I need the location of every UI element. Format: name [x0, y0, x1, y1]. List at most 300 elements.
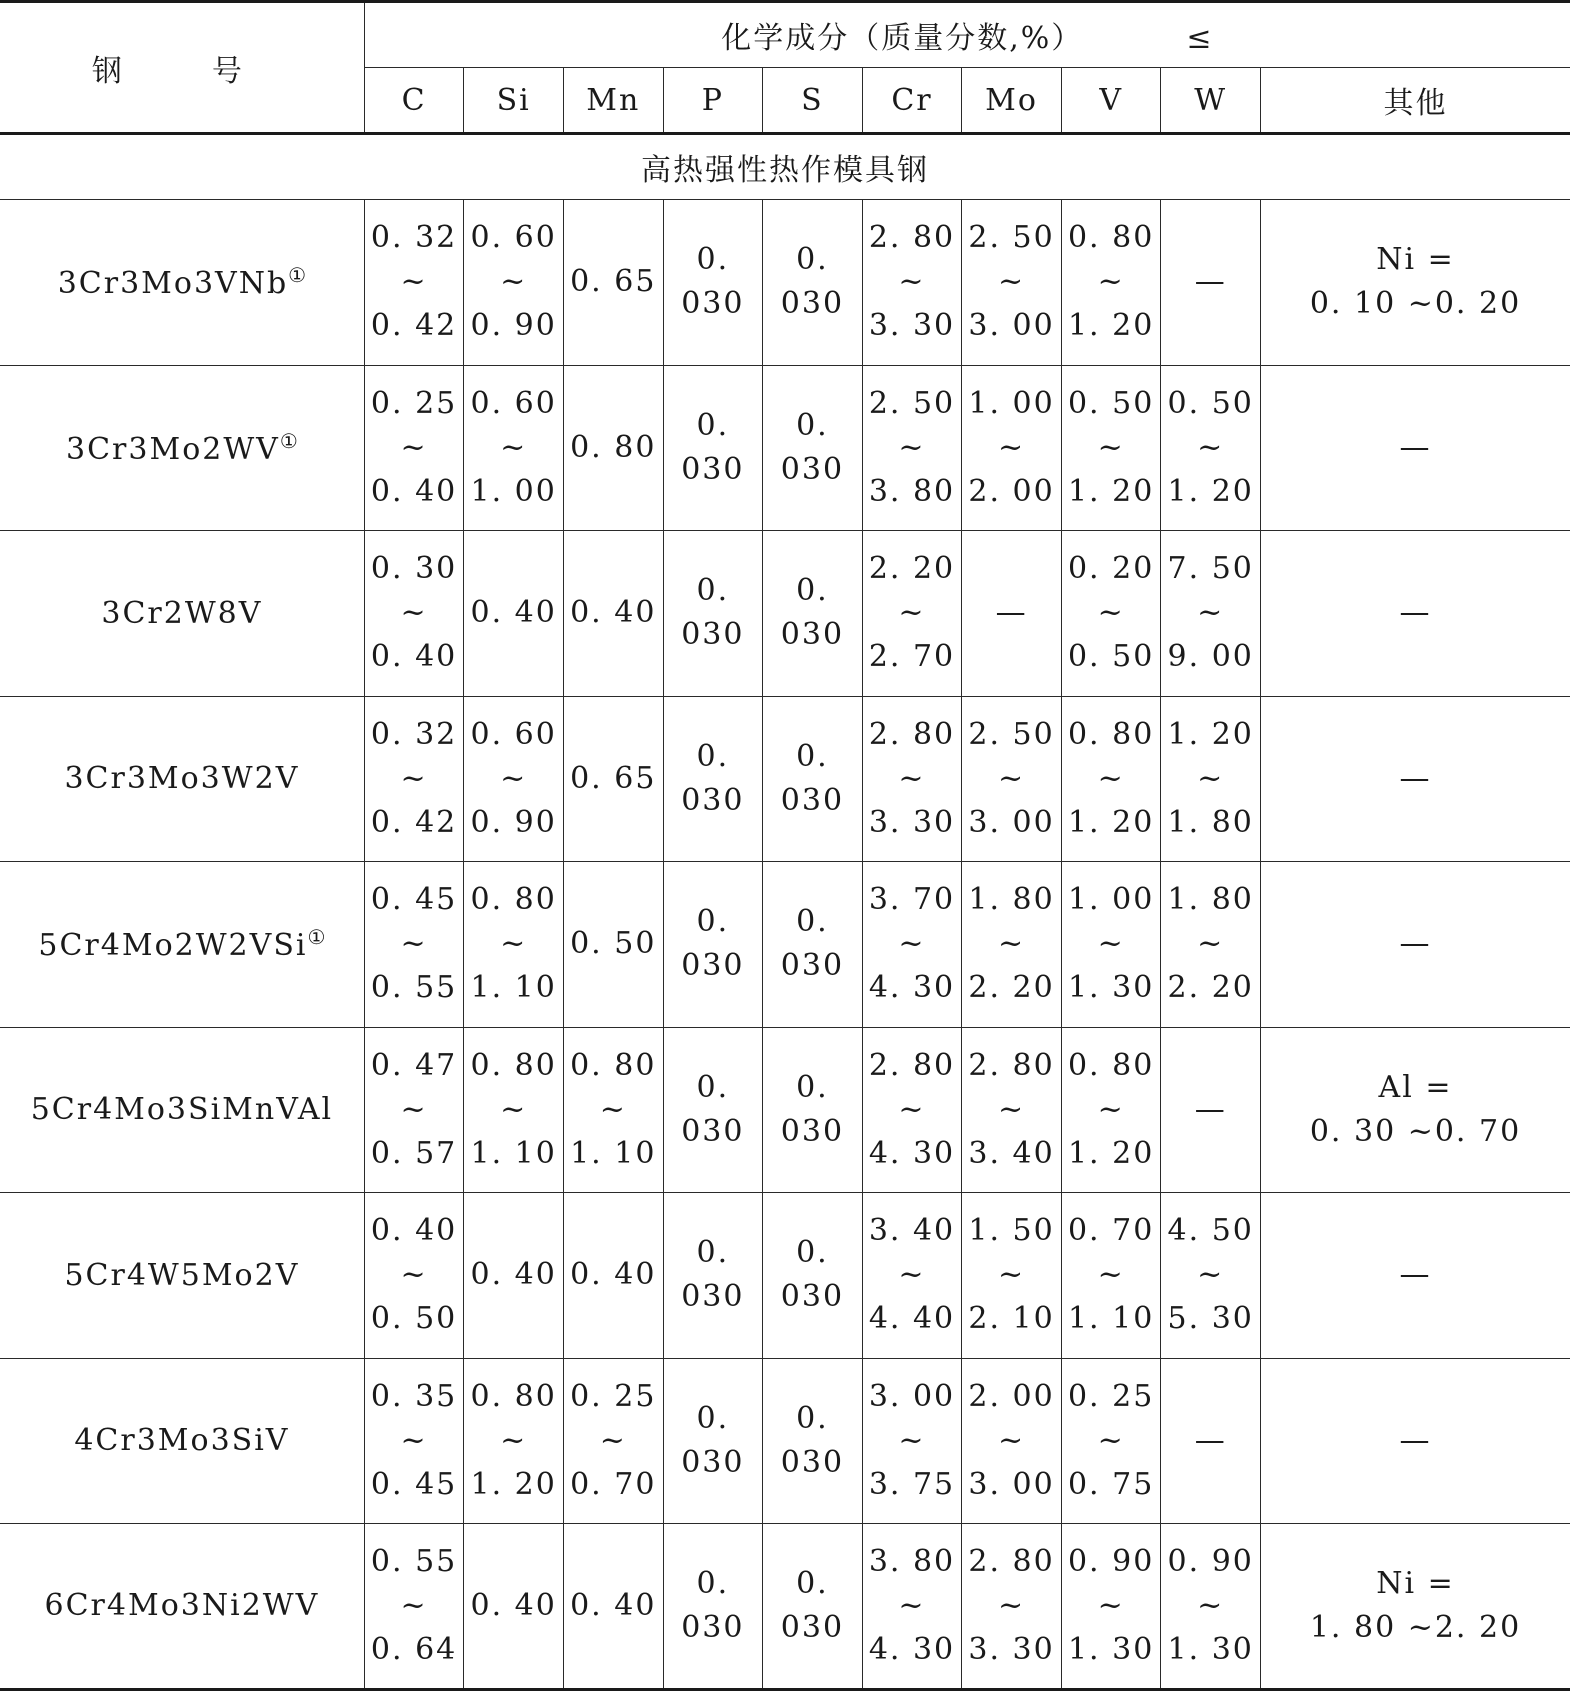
cell-mn [563, 200, 663, 366]
cell-p [663, 1193, 763, 1359]
cell-value: ~ [998, 1422, 1026, 1458]
cell-v [1061, 365, 1161, 531]
cell-value: ~ [500, 264, 528, 300]
cell-value: ~ [998, 1257, 1026, 1293]
cell-other [1261, 1358, 1570, 1524]
cell-value: 0. 60 [470, 716, 557, 752]
column-header-v: V [1061, 68, 1161, 134]
header-row-1 [0, 2, 1570, 68]
cell-value: Ni = [1376, 242, 1455, 278]
steel-grade-cell [0, 1027, 364, 1193]
section-title: 高热强性热作模具钢 [0, 134, 1570, 200]
cell-value: 1. 20 [1067, 1135, 1155, 1171]
cell-value: 0. 10 ~0. 20 [1309, 286, 1522, 322]
cell-s [763, 365, 863, 531]
column-header-mn: Mn [563, 68, 663, 134]
cell-value: 0. 40 [370, 639, 458, 675]
cell-value: 3. 80 [868, 473, 956, 509]
cell-value: ~ [1097, 264, 1125, 300]
cell-value: ~ [998, 264, 1026, 300]
cell-value: 4. 30 [868, 1631, 956, 1667]
cell-s [763, 1027, 863, 1193]
cell-value: ~ [1097, 1257, 1125, 1293]
cell-value: ~ [1097, 926, 1125, 962]
cell-value: ~ [400, 1091, 428, 1127]
cell-value: 0. 030 [681, 738, 745, 818]
cell-value: 2. 80 [868, 716, 956, 752]
cell-cr [862, 862, 962, 1028]
max-symbol: ≤ [1186, 21, 1214, 56]
cell-value: 0. 64 [370, 1631, 458, 1667]
cell-value: 0. 030 [681, 1400, 745, 1480]
cell-mn [563, 1027, 663, 1193]
cell-value: 0. 57 [370, 1135, 458, 1171]
cell-value: 0. 70 [570, 1466, 657, 1502]
cell-cr [862, 696, 962, 862]
column-header-mo: Mo [962, 68, 1062, 134]
cell-value: 0. 32 [370, 716, 458, 752]
cell-value: ~ [500, 926, 528, 962]
cell-value: ~ [998, 760, 1026, 796]
cell-value: ~ [599, 1091, 627, 1127]
cell-value: 0. 030 [780, 738, 845, 818]
grade-header: 钢 号 [0, 2, 364, 134]
steel-grade-cell [0, 200, 364, 366]
cell-p [663, 1027, 763, 1193]
cell-v [1061, 531, 1161, 697]
cell-value: ~ [1197, 926, 1225, 962]
cell-value: 0. 030 [681, 242, 745, 322]
cell-value: 4. 40 [868, 1301, 956, 1337]
cell-value: 0. 80 [470, 1378, 557, 1414]
table-row [0, 1027, 1570, 1193]
cell-value: 9. 00 [1167, 639, 1254, 675]
composition-header [364, 2, 1570, 68]
cell-mn [563, 862, 663, 1028]
cell-v [1061, 1524, 1161, 1690]
table-row [0, 200, 1570, 366]
cell-value: 0. 50 [1167, 385, 1254, 421]
cell-value: 0. 90 [1167, 1543, 1254, 1579]
cell-value: ~ [898, 760, 926, 796]
cell-value: ~ [898, 429, 926, 465]
cell-value: Ni = [1376, 1565, 1455, 1601]
cell-value: 0. 20 [1067, 551, 1155, 587]
cell-value: ~ [998, 1091, 1026, 1127]
cell-value: 1. 10 [470, 1135, 557, 1171]
steel-grade: 4Cr3Mo3SiV [74, 1423, 290, 1459]
cell-s [763, 1358, 863, 1524]
steel-grade: 5Cr4W5Mo2V [64, 1257, 300, 1293]
cell-value: 2. 00 [968, 1378, 1055, 1414]
steel-grade-cell [0, 1193, 364, 1359]
table-row [0, 365, 1570, 531]
cell-w [1161, 200, 1261, 366]
cell-value: 1. 20 [1067, 473, 1155, 509]
cell-value: 0. 030 [681, 407, 745, 487]
column-header-cr: Cr [862, 68, 962, 134]
cell-value: ~ [998, 429, 1026, 465]
cell-value: 3. 80 [868, 1543, 956, 1579]
steel-grade-cell [0, 696, 364, 862]
cell-c [364, 1358, 464, 1524]
cell-value: 1. 80 ~2. 20 [1309, 1609, 1522, 1645]
cell-value: Al = [1378, 1069, 1453, 1105]
cell-value: 1. 20 [1167, 716, 1254, 752]
cell-value: 0. 50 [1067, 639, 1155, 675]
cell-value: ~ [898, 595, 926, 631]
cell-value: 1. 10 [570, 1135, 657, 1171]
cell-value: ~ [400, 1422, 428, 1458]
cell-c [364, 1193, 464, 1359]
cell-value: 2. 50 [968, 716, 1055, 752]
cell-c [364, 696, 464, 862]
cell-value: 0. 90 [1067, 1543, 1155, 1579]
cell-value: 1. 80 [1167, 804, 1254, 840]
section-row [0, 134, 1570, 200]
cell-w [1161, 1193, 1261, 1359]
cell-value: ~ [400, 926, 428, 962]
cell-value: 0. 030 [780, 1565, 845, 1645]
cell-mo [962, 1027, 1062, 1193]
cell-value: ~ [400, 1257, 428, 1293]
cell-p [663, 200, 763, 366]
cell-mo [962, 1524, 1062, 1690]
cell-other [1261, 1193, 1570, 1359]
cell-other [1261, 200, 1570, 366]
cell-value: ~ [998, 1587, 1026, 1623]
cell-value: 2. 20 [868, 551, 956, 587]
cell-mn [563, 1193, 663, 1359]
cell-value: 2. 20 [1167, 970, 1254, 1006]
cell-c [364, 1027, 464, 1193]
cell-value: 0. 030 [780, 904, 845, 984]
footnote-marker: ① [307, 925, 326, 950]
cell-value: 0. 25 [1067, 1378, 1155, 1414]
cell-value: 0. 25 [370, 385, 458, 421]
cell-mo [962, 1193, 1062, 1359]
cell-cr [862, 365, 962, 531]
cell-value: 0. 40 [570, 1587, 657, 1623]
cell-value: 0. 80 [1067, 716, 1155, 752]
cell-value: 1. 30 [1167, 1631, 1254, 1667]
cell-p [663, 1524, 763, 1690]
cell-value: 1. 00 [1067, 882, 1155, 918]
cell-value: 2. 80 [868, 1047, 956, 1083]
cell-value: 1. 00 [968, 385, 1055, 421]
cell-value: — [1194, 264, 1227, 300]
cell-s [763, 1524, 863, 1690]
cell-value: ~ [898, 1257, 926, 1293]
table-row [0, 531, 1570, 697]
table-row [0, 1193, 1570, 1359]
cell-value: ~ [1197, 595, 1225, 631]
cell-other [1261, 365, 1570, 531]
column-header-c: C [364, 68, 464, 134]
cell-value: 1. 00 [470, 473, 557, 509]
cell-value: 0. 40 [470, 1587, 557, 1623]
cell-value: 0. 030 [780, 1235, 845, 1315]
cell-value: 1. 30 [1067, 970, 1155, 1006]
cell-value: ~ [1097, 1422, 1125, 1458]
cell-si [464, 862, 564, 1028]
cell-value: 1. 10 [1067, 1301, 1155, 1337]
cell-cr [862, 1193, 962, 1359]
cell-w [1161, 696, 1261, 862]
cell-value: ~ [1097, 595, 1125, 631]
cell-value: 0. 030 [681, 1565, 745, 1645]
cell-value: 3. 30 [868, 804, 956, 840]
cell-value: 3. 00 [968, 308, 1055, 344]
cell-value: 0. 65 [570, 264, 657, 300]
cell-value: 3. 30 [968, 1631, 1055, 1667]
cell-value: ~ [500, 429, 528, 465]
cell-value: 1. 20 [1167, 473, 1254, 509]
cell-value: — [1194, 1422, 1227, 1458]
cell-value: 0. 45 [370, 1466, 458, 1502]
cell-p [663, 696, 763, 862]
cell-value: 0. 030 [681, 573, 745, 653]
cell-value: 0. 030 [681, 904, 745, 984]
cell-value: 0. 80 [1067, 1047, 1155, 1083]
cell-value: 1. 80 [1167, 882, 1254, 918]
cell-value: 0. 030 [780, 407, 845, 487]
cell-value: 0. 30 ~0. 70 [1309, 1113, 1522, 1149]
cell-value: 1. 50 [968, 1213, 1055, 1249]
cell-cr [862, 1524, 962, 1690]
steel-grade: 3Cr3Mo2WV [66, 431, 280, 467]
cell-v [1061, 1193, 1161, 1359]
cell-value: 3. 75 [868, 1466, 956, 1502]
cell-value: 2. 20 [968, 970, 1055, 1006]
cell-value: 2. 50 [968, 220, 1055, 256]
cell-value: 0. 42 [370, 308, 458, 344]
composition-header-label: 化学成分（质量分数,%） [721, 21, 1084, 56]
cell-w [1161, 1358, 1261, 1524]
column-header-p: P [663, 68, 763, 134]
cell-cr [862, 1358, 962, 1524]
cell-other [1261, 696, 1570, 862]
cell-value: — [1399, 429, 1432, 465]
cell-other [1261, 1027, 1570, 1193]
column-header-other: 其他 [1261, 68, 1570, 134]
cell-value: 0. 80 [470, 1047, 557, 1083]
cell-mo [962, 1358, 1062, 1524]
cell-value: — [1399, 926, 1432, 962]
cell-value: ~ [500, 760, 528, 796]
cell-value: 0. 40 [470, 1257, 557, 1293]
cell-value: 0. 25 [570, 1378, 657, 1414]
steel-grade: 3Cr2W8V [101, 595, 263, 631]
cell-other [1261, 862, 1570, 1028]
cell-value: — [1194, 1091, 1227, 1127]
footnote-marker: ① [288, 263, 307, 288]
cell-value: ~ [898, 1587, 926, 1623]
cell-s [763, 862, 863, 1028]
cell-si [464, 1193, 564, 1359]
cell-value: 0. 030 [681, 1235, 745, 1315]
cell-si [464, 531, 564, 697]
cell-p [663, 365, 763, 531]
cell-value: 5. 30 [1167, 1301, 1254, 1337]
cell-value: ~ [500, 1422, 528, 1458]
column-header-s: S [763, 68, 863, 134]
cell-value: 0. 80 [1067, 220, 1155, 256]
steel-grade: 3Cr3Mo3W2V [64, 761, 300, 797]
table-body [0, 134, 1570, 1690]
cell-value: 0. 40 [470, 595, 557, 631]
cell-value: ~ [599, 1422, 627, 1458]
cell-value: 0. 80 [570, 1047, 657, 1083]
cell-value: 3. 40 [968, 1135, 1055, 1171]
cell-value: 0. 40 [570, 595, 657, 631]
steel-grade-cell [0, 531, 364, 697]
cell-value: ~ [898, 1091, 926, 1127]
cell-value: 0. 50 [1067, 385, 1155, 421]
cell-value: 0. 030 [780, 1400, 845, 1480]
cell-other [1261, 531, 1570, 697]
cell-value: 2. 80 [968, 1047, 1055, 1083]
cell-value: 2. 70 [868, 639, 956, 675]
cell-value: 0. 40 [570, 1257, 657, 1293]
cell-other [1261, 1524, 1570, 1690]
cell-value: — [1399, 595, 1432, 631]
cell-value: 0. 030 [780, 242, 845, 322]
cell-value: 0. 32 [370, 220, 458, 256]
cell-value: ~ [1197, 429, 1225, 465]
cell-s [763, 531, 863, 697]
cell-value: 2. 80 [968, 1543, 1055, 1579]
cell-s [763, 696, 863, 862]
cell-p [663, 862, 763, 1028]
cell-s [763, 1193, 863, 1359]
cell-value: ~ [400, 760, 428, 796]
cell-si [464, 696, 564, 862]
cell-value: 4. 30 [868, 1135, 956, 1171]
cell-c [364, 365, 464, 531]
cell-value: ~ [400, 264, 428, 300]
cell-value: ~ [898, 264, 926, 300]
cell-value: ~ [1097, 1091, 1125, 1127]
cell-value: ~ [1097, 429, 1125, 465]
cell-value: 1. 80 [968, 882, 1055, 918]
cell-mo [962, 862, 1062, 1028]
cell-value: ~ [1197, 1257, 1225, 1293]
footnote-marker: ① [279, 428, 298, 453]
cell-cr [862, 1027, 962, 1193]
cell-value: ~ [898, 926, 926, 962]
steel-grade-cell [0, 365, 364, 531]
cell-value: ~ [1097, 1587, 1125, 1623]
cell-s [763, 200, 863, 366]
cell-si [464, 1358, 564, 1524]
steel-grade: 5Cr4Mo3SiMnVAl [30, 1092, 334, 1128]
cell-value: 0. 30 [370, 551, 458, 587]
cell-v [1061, 862, 1161, 1028]
cell-v [1061, 696, 1161, 862]
cell-value: 1. 20 [470, 1466, 557, 1502]
cell-value: 2. 00 [968, 473, 1055, 509]
cell-value: 1. 30 [1067, 1631, 1155, 1667]
cell-value: 2. 50 [868, 385, 956, 421]
cell-w [1161, 862, 1261, 1028]
cell-v [1061, 1027, 1161, 1193]
cell-mn [563, 696, 663, 862]
cell-si [464, 1027, 564, 1193]
cell-mn [563, 531, 663, 697]
cell-value: 3. 30 [868, 308, 956, 344]
cell-cr [862, 200, 962, 366]
cell-value: 0. 60 [470, 220, 557, 256]
cell-value: 0. 80 [570, 429, 657, 465]
cell-value: 0. 030 [780, 573, 845, 653]
cell-mn [563, 365, 663, 531]
cell-value: 7. 50 [1167, 551, 1254, 587]
cell-value: 0. 75 [1067, 1466, 1155, 1502]
cell-value: 3. 00 [868, 1378, 956, 1414]
column-header-w: W [1161, 68, 1261, 134]
steel-grade-cell [0, 862, 364, 1028]
cell-mn [563, 1524, 663, 1690]
cell-value: — [1399, 1422, 1432, 1458]
cell-value: 0. 45 [370, 882, 458, 918]
cell-mo [962, 200, 1062, 366]
cell-value: 0. 70 [1067, 1213, 1155, 1249]
steel-grade: 6Cr4Mo3Ni2WV [44, 1588, 320, 1624]
cell-value: 3. 70 [868, 882, 956, 918]
cell-mo [962, 531, 1062, 697]
cell-value: 1. 20 [1067, 308, 1155, 344]
table-row [0, 862, 1570, 1028]
cell-si [464, 200, 564, 366]
cell-value: — [1399, 760, 1432, 796]
cell-value: 0. 40 [370, 1213, 458, 1249]
cell-value: ~ [500, 1091, 528, 1127]
cell-p [663, 1358, 763, 1524]
cell-mo [962, 365, 1062, 531]
cell-v [1061, 1358, 1161, 1524]
cell-value: 0. 50 [370, 1301, 458, 1337]
cell-value: ~ [400, 429, 428, 465]
cell-c [364, 200, 464, 366]
cell-value: 3. 00 [968, 804, 1055, 840]
cell-w [1161, 365, 1261, 531]
cell-c [364, 862, 464, 1028]
cell-value: 1. 20 [1067, 804, 1155, 840]
cell-value: — [995, 595, 1028, 631]
table-row [0, 1524, 1570, 1690]
cell-value: — [1399, 1257, 1432, 1293]
cell-c [364, 531, 464, 697]
cell-value: 2. 80 [868, 220, 956, 256]
cell-v [1061, 200, 1161, 366]
cell-c [364, 1524, 464, 1690]
cell-w [1161, 1524, 1261, 1690]
cell-si [464, 365, 564, 531]
steel-grade-cell [0, 1358, 364, 1524]
cell-value: 0. 030 [681, 1069, 745, 1149]
steel-grade-cell [0, 1524, 364, 1690]
cell-value: ~ [400, 595, 428, 631]
cell-value: 0. 90 [470, 804, 557, 840]
cell-value: 0. 65 [570, 760, 657, 796]
cell-si [464, 1524, 564, 1690]
cell-value: 0. 47 [370, 1047, 458, 1083]
cell-value: 0. 60 [470, 385, 557, 421]
cell-w [1161, 531, 1261, 697]
cell-p [663, 531, 763, 697]
steel-grade: 3Cr3Mo3VNb [57, 266, 289, 302]
